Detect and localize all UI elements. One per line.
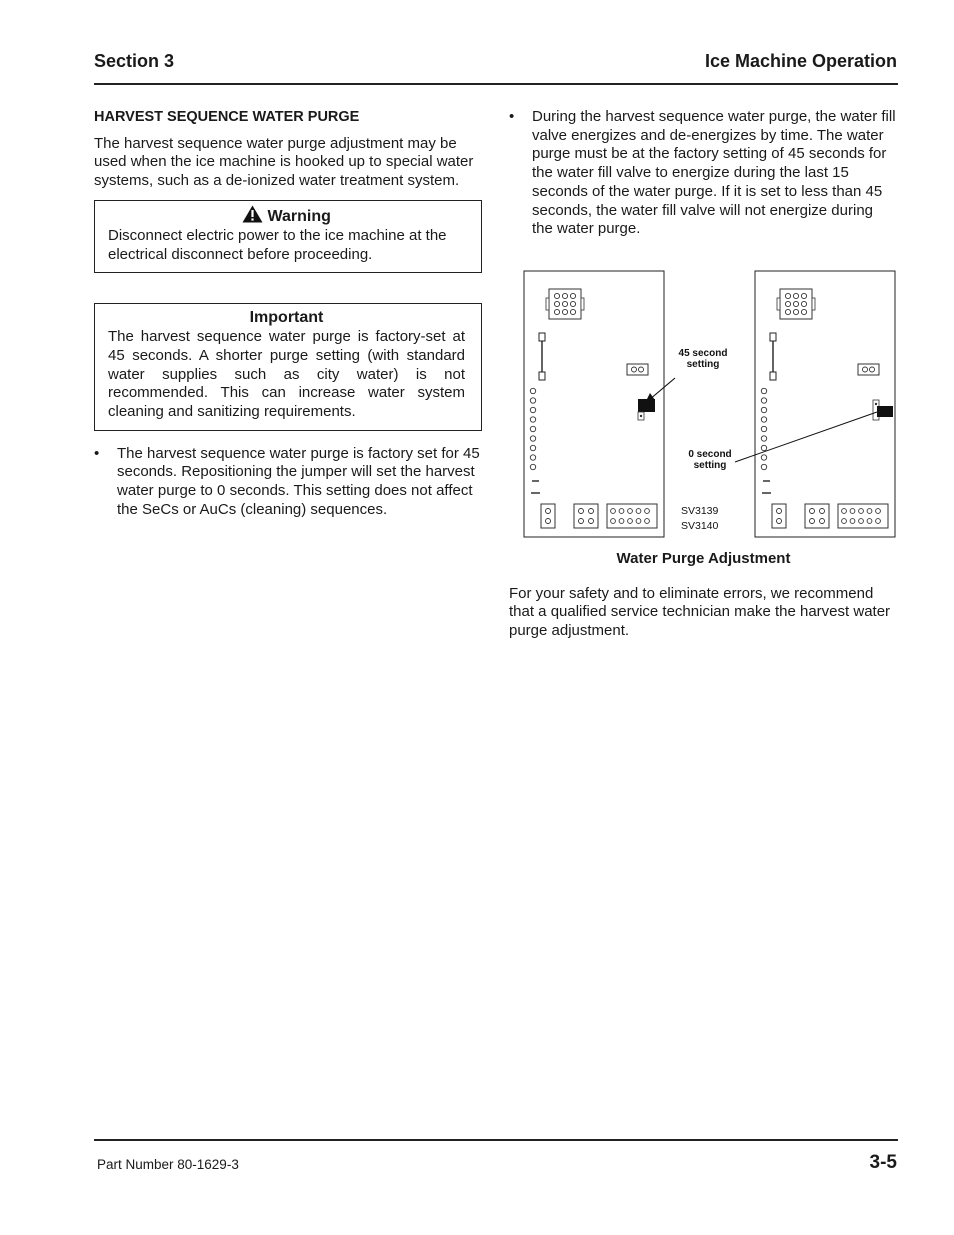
- important-box: [94, 303, 482, 431]
- section-label: Section 3: [94, 51, 175, 71]
- bullet-marker: •: [94, 444, 100, 462]
- warning-triangle-icon: [242, 205, 263, 223]
- warning-box: [94, 200, 482, 273]
- drawing-code-1: SV3139: [681, 504, 719, 517]
- footer-rule: [94, 1139, 898, 1141]
- important-text: The harvest sequence water purge is factory-set at 45 seconds. A shorter purge setting (with standard water supplies such as city water) is not recommended. This can increase water system cleaning and sanitizing requirements.: [108, 328, 465, 421]
- bullet-item: [94, 445, 482, 520]
- left-column: [94, 108, 482, 520]
- bullet-item: [509, 108, 898, 239]
- bullet-marker: •: [509, 108, 515, 125]
- control-board-diagram: [509, 269, 898, 544]
- page-title: Ice Machine Operation: [704, 51, 897, 71]
- warning-title: Warning: [267, 207, 331, 225]
- bullet-text: During the harvest sequence water purge, the water fill valve energizes and de-energizes by time. The water purge must be at the factory setting of 45 seconds for the water fill valve to energize during the last 15 seconds of the water purge. If it is set to less than 45 seconds, the water fill valve will not energize during the water purge.: [532, 108, 896, 238]
- control-board-right: [755, 271, 895, 537]
- bullet-text: The harvest sequence water purge is factory set for 45 seconds. Repositioning the jumper will set the harvest water purge to 0 seconds. This setting does not affect the SeCs or AuCs (cleaning) sequences.: [117, 444, 480, 518]
- closing-paragraph: For your safety and to eliminate errors, we recommend that a qualified service technician make the harvest water purge adjustment.: [509, 584, 891, 640]
- header-rule: [94, 83, 898, 85]
- important-title: Important: [249, 309, 324, 327]
- figure-caption: Water Purge Adjustment: [616, 549, 791, 567]
- warning-heading: [108, 205, 465, 226]
- right-column: [509, 108, 898, 641]
- label-0-line1: 0 second: [688, 448, 732, 460]
- jumper-0-position: [877, 406, 893, 417]
- drawing-code-2: SV3140: [681, 519, 719, 532]
- water-purge-figure: [509, 269, 898, 544]
- control-board-left: [524, 271, 664, 537]
- part-number: Part Number 80-1629-3: [97, 1157, 239, 1172]
- label-45-line1: 45 second: [678, 347, 728, 359]
- label-45-line2: setting: [686, 358, 720, 370]
- intro-paragraph: The harvest sequence water purge adjustment may be used when the ice machine is hooked up to special water systems, such as a de-ionized water treatment system.: [94, 134, 474, 190]
- section-subheading: HARVEST SEQUENCE WATER PURGE: [94, 109, 360, 125]
- page-number: 3-5: [869, 1152, 897, 1173]
- warning-text: Disconnect electric power to the ice machine at the electrical disconnect before proceeding.: [108, 226, 447, 263]
- label-0-line2: setting: [693, 459, 727, 471]
